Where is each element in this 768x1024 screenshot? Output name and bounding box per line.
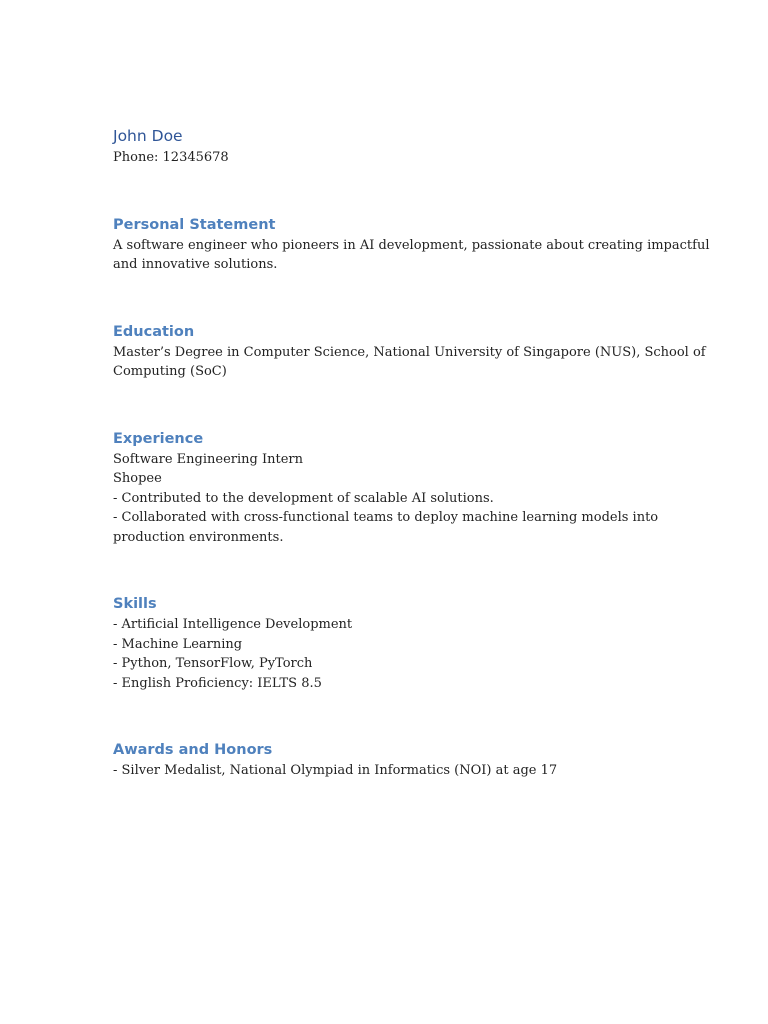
education-line: Computing (SoC): [113, 364, 227, 379]
experience-company: Shopee: [113, 471, 162, 486]
personal-statement-section: [113, 214, 710, 275]
education-line: Master’s Degree in Computer Science, National University of Singapore (NUS), School of: [113, 344, 706, 360]
awards-section: [113, 739, 653, 781]
candidate-name: John Doe: [113, 127, 183, 145]
skill-item: - English Proficiency: IELTS 8.5: [113, 675, 322, 691]
section-title-education: Education: [113, 323, 195, 340]
award-item: - Silver Medalist, National Olympiad in Informatics (NOI) at age 17: [113, 763, 558, 778]
skill-item: - Artificial Intelligence Development: [113, 617, 353, 632]
resume-document: [113, 124, 710, 781]
experience-bullet: - Contributed to the development of scalable AI solutions.: [113, 490, 494, 506]
header: [113, 124, 653, 168]
section-title-awards: Awards and Honors: [113, 742, 273, 758]
experience-role: Software Engineering Intern: [113, 451, 303, 467]
experience-bullet-continuation: production environments.: [113, 529, 284, 545]
phone-number: Phone: 12345678: [113, 150, 229, 165]
personal-statement-line: A software engineer who pioneers in AI development, passionate about creating impactful: [113, 237, 710, 253]
education-section: [113, 321, 706, 382]
skills-section: [113, 593, 653, 693]
skill-item: - Machine Learning: [113, 636, 243, 652]
section-title-personal-statement: Personal Statement: [113, 216, 276, 233]
experience-section: [113, 428, 659, 548]
skill-item: - Python, TensorFlow, PyTorch: [113, 656, 313, 671]
personal-statement-line: and innovative solutions.: [113, 257, 278, 272]
section-title-experience: Experience: [113, 430, 204, 447]
experience-bullet: - Collaborated with cross-functional teams to deploy machine learning models into: [113, 510, 659, 525]
section-title-skills: Skills: [113, 596, 157, 612]
